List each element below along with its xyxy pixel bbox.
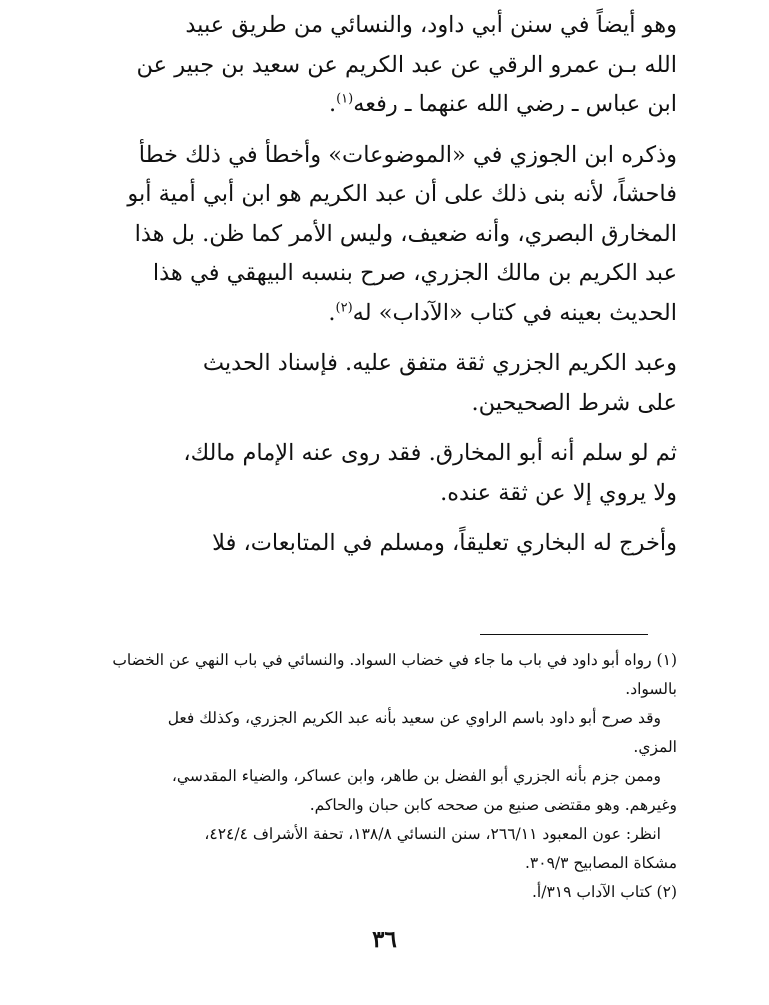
line-end-punctuation: . — [328, 91, 337, 117]
line-end-punctuation: . — [328, 299, 336, 326]
text-line: ثم لو سلم أنه أبو المخارق. فقد روى عنه الإمام مالك، — [183, 440, 677, 466]
text-line: وأخرج له البخاري تعليقاً، ومسلم في المتابعات، فلا — [212, 530, 677, 556]
page-number: ٣٦ — [372, 926, 397, 953]
text-line: وعبد الكريم الجزري ثقة متفق عليه. فإسناد الحديث — [202, 350, 677, 376]
text-line: ولا يروي إلا عن ثقة عنده. — [440, 479, 677, 506]
footnote-1 — [69, 646, 677, 704]
footnote-1-references — [69, 820, 677, 878]
footnote-1-continuation — [69, 704, 677, 762]
text-line: عبد الكريم بن مالك الجزري، صرح بنسبه البيهقي في هذا — [152, 260, 677, 286]
paragraph-1 — [69, 6, 677, 125]
footnote-marker-1[interactable]: (١) — [336, 91, 354, 107]
paragraph-5 — [69, 524, 677, 564]
footnote-separator — [480, 634, 648, 635]
text-line: الله بـن عمرو الرقي عن عبد الكريم عن سعيد بن جبير عن — [136, 51, 677, 78]
text-line — [69, 85, 677, 125]
main-text — [69, 6, 677, 575]
paragraph-3 — [69, 344, 677, 423]
text-line-content: ابن عباس ـ رضي الله عنهما ـ رفعه — [353, 91, 677, 117]
footnote-line: انظر: عون المعبود ٢٦٦/١١، سنن النسائي ١٣٨/٨، تحفة الأشراف ٤٢٤/٤، — [204, 825, 661, 843]
footnote-line: بالسواد. — [625, 680, 677, 698]
text-line: وهو أيضاً في سنن أبي داود، والنسائي من طريق عبيد — [185, 12, 677, 38]
footnote-line: وقد صرح أبو داود باسم الراوي عن سعيد بأنه عبد الكريم الجزري، وكذلك فعل — [167, 709, 661, 727]
text-line: وذكره ابن الجوزي في «الموضوعات» وأخطأ في ذلك خطأ — [138, 141, 677, 168]
text-line: على شرط الصحيحين. — [471, 389, 677, 416]
text-line-content: الحديث بعينه في كتاب «الآداب» له — [352, 299, 677, 326]
paragraph-4 — [69, 434, 677, 513]
footnote-marker-2[interactable]: (٢) — [335, 300, 353, 315]
paragraph-2 — [69, 136, 677, 334]
text-line: فاحشاً، لأنه بنى ذلك على أن عبد الكريم هو ابن أبي أمية أبو — [127, 181, 677, 207]
footnote-line: وممن جزم بأنه الجزري أبو الفضل بن طاهر، وابن عساكر، والضياء المقدسي، — [171, 767, 661, 785]
footnotes — [69, 646, 677, 907]
footnote-line: مشكاة المصابيح ٣٠٩/٣. — [524, 854, 677, 872]
footnote-line: المزي. — [633, 738, 677, 756]
footnote-2 — [69, 878, 677, 907]
footnote-line: (١) رواه أبو داود في باب ما جاء في خضاب السواد. والنسائي في باب النهي عن الخضاب — [112, 651, 677, 669]
footnote-line: (٢) كتاب الآداب ٣١٩/أ. — [532, 883, 677, 901]
footnote-1-continuation — [69, 762, 677, 820]
text-line — [69, 294, 677, 334]
footnote-line: وغيرهم. وهو مقتضى صنيع من صححه كابن حبان والحاكم. — [309, 796, 677, 814]
text-line: المخارق البصري، وأنه ضعيف، وليس الأمر كما ظن. بل هذا — [134, 220, 677, 247]
